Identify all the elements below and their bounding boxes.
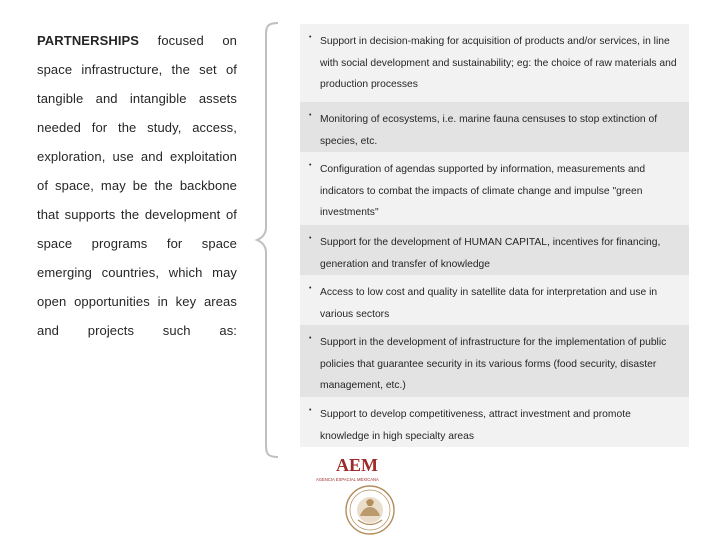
- list-item-text: Configuration of agendas supported by information, measurements and indicators to combat the impacts of climate change and impulse "green investments": [320, 164, 646, 218]
- intro-paragraph: [37, 26, 237, 345]
- list-item: [300, 397, 689, 447]
- list-item-text: Support to develop competitiveness, attract investment and promote knowledge in high specialty areas: [320, 409, 631, 442]
- benefits-list: [300, 24, 689, 447]
- list-item: [300, 24, 689, 102]
- aem-logo: [316, 454, 410, 540]
- bullet-icon: •: [309, 34, 312, 41]
- bullet-icon: •: [309, 335, 312, 342]
- partnerships-heading: PARTNERSHIPS: [37, 33, 140, 48]
- bullet-icon: •: [309, 112, 312, 119]
- bullet-icon: •: [309, 407, 312, 414]
- list-item-text: Support for the development of HUMAN CAPITAL, incentives for financing, generation and transfer of knowledge: [320, 237, 661, 270]
- list-item-text: Support in the development of infrastructure for the implementation of public policies that guarantee security in its various forms (food security, disaster management, etc.): [320, 337, 667, 391]
- list-item: [300, 275, 689, 325]
- list-item: [300, 225, 689, 275]
- bullet-icon: •: [309, 285, 312, 292]
- curly-brace-icon: [256, 22, 280, 458]
- logo-name: AGENCIA ESPACIAL MEXICANA: [316, 477, 379, 482]
- intro-body: focused on space infrastructure, the set of tangible and intangible assets needed for the study, access, exploration, use and exploitation of space, may be the backbone that supports the development of space programs for space emerging countries, which may open opportunities in key areas and: [37, 33, 238, 338]
- bullet-icon: •: [309, 235, 312, 242]
- seal-icon: [346, 486, 394, 534]
- list-item-text: Access to low cost and quality in satellite data for interpretation and use in various sectors: [320, 287, 658, 320]
- intro-ending: projects such as:: [87, 323, 237, 338]
- list-item: [300, 102, 689, 152]
- list-item: [300, 325, 689, 397]
- logo-acronym: AEM: [336, 455, 378, 475]
- list-item-text: Support in decision-making for acquisition of products and/or services, in line with social development and sustainability; eg: the choice of raw materials and production processes: [320, 36, 677, 90]
- list-item-text: Monitoring of ecosystems, i.e. marine fauna censuses to stop extinction of species, etc.: [320, 114, 658, 147]
- list-item: [300, 152, 689, 225]
- bullet-icon: •: [309, 162, 312, 169]
